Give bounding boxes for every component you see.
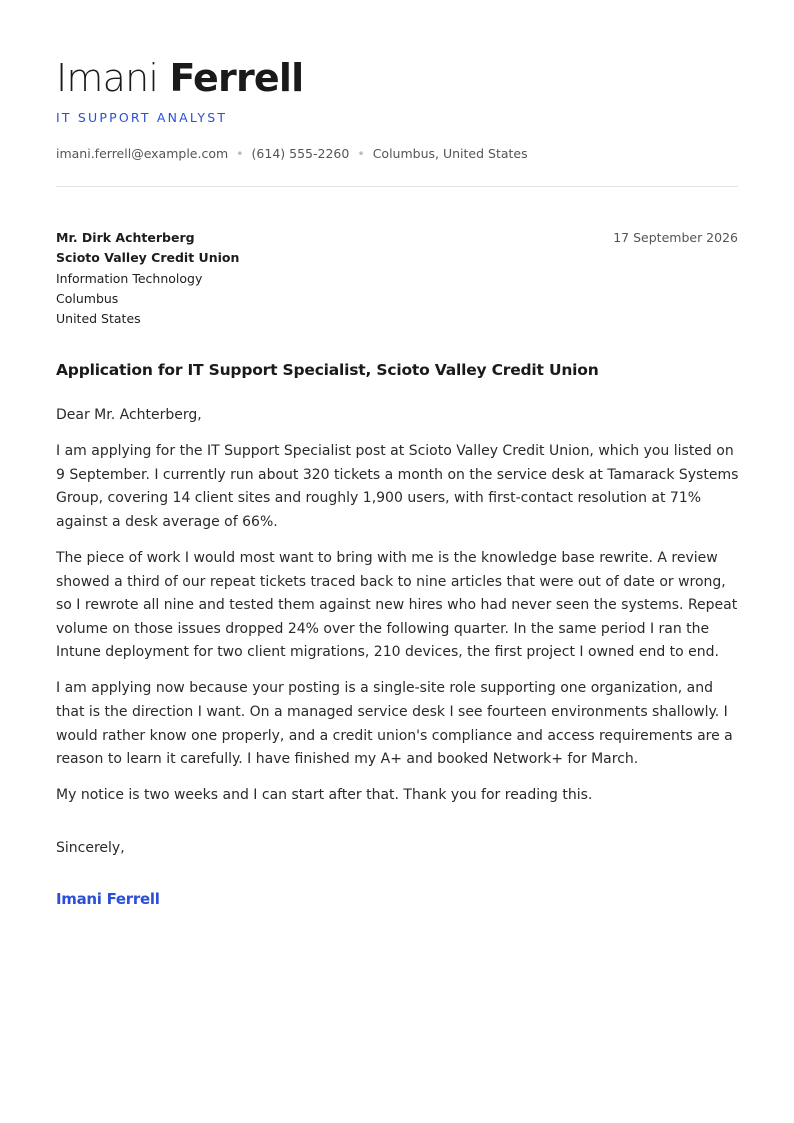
- recipient-block: [56, 228, 239, 329]
- body-paragraph: The piece of work I would most want to bring with me is the knowledge base rewrite. A review showed a third of our repeat tickets traced back to nine articles that were out of date or wrong, so I rewrote all nine and tested them against new hires who had never seen the systems. Repeat volume on those issues dropped 24% over the following quarter. In the same period I ran the Intune deployment for two client migrations, 210 devices, the first project I owned end to end.: [56, 549, 738, 661]
- letter-subject: Application for IT Support Specialist, Scioto Valley Credit Union: [56, 361, 599, 379]
- applicant-role: IT SUPPORT ANALYST: [56, 110, 228, 125]
- closing: Sincerely,: [56, 840, 125, 856]
- signature: Imani Ferrell: [56, 890, 160, 908]
- applicant-last-name: Ferrell: [169, 56, 304, 100]
- recipient-country: United States: [56, 311, 141, 327]
- recipient-name: Mr. Dirk Achterberg: [56, 230, 195, 245]
- recipient-city: Columbus: [56, 290, 119, 306]
- body-paragraph: I am applying for the IT Support Specialist post at Scioto Valley Credit Union, which you listed on 9 September. I currently run about 320 tickets a month on the service desk at Tamarack Systems Group, covering 14 client sites and roughly 1,900 users, with first-contact resolution at 71% against a desk average of 66%.: [56, 443, 739, 530]
- salutation: Dear Mr. Achterberg,: [56, 407, 202, 423]
- contact-phone[interactable]: (614) 555-2260: [251, 146, 350, 161]
- letter-body: [56, 404, 740, 820]
- contact-separator: •: [357, 146, 365, 161]
- recipient-organization: Scioto Valley Credit Union: [56, 250, 240, 266]
- contact-separator: •: [236, 146, 244, 161]
- applicant-name: [56, 54, 303, 102]
- body-paragraph: My notice is two weeks and I can start after that. Thank you for reading this.: [56, 787, 593, 804]
- recipient-department: Information Technology: [56, 270, 203, 286]
- letter-date: 17 September 2026: [613, 230, 738, 245]
- contact-line: [56, 146, 528, 161]
- applicant-first-name: Imani: [56, 56, 159, 100]
- header-divider: [56, 186, 738, 187]
- contact-location: Columbus, United States: [372, 146, 528, 161]
- body-paragraph: I am applying now because your posting is a single-site role supporting one organization, and that is the direction I want. On a managed service desk I see fourteen environments shallowly. I would rather know one properly, and a credit union's compliance and access requirements are a reason to learn it carefully. I have finished my A+ and booked Network+ for March.: [56, 680, 733, 768]
- contact-email[interactable]: imani.ferrell@example.com: [56, 146, 229, 161]
